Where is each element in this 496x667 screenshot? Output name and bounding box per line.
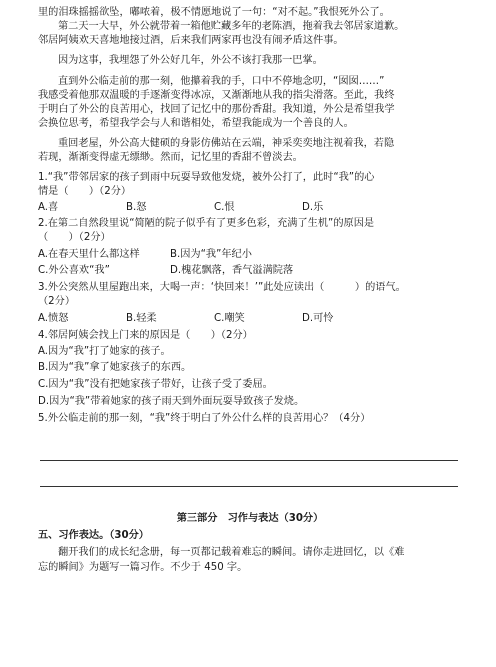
section-heading: 五、习作表达。（30分） xyxy=(38,530,149,541)
option-b[interactable]: B.怒 xyxy=(126,202,147,213)
option-d[interactable]: D.因为“我”带着她家的孩子雨天到外面玩耍导致孩子发烧。 xyxy=(38,396,305,407)
passage-line: 直到外公临走前的那一刻，他攥着我的手，口中不停地念叨，“囡囡……” xyxy=(58,76,385,87)
passage-line: 里的泪珠摇摇欲坠，嘟哝着，极不情愿地说了一句：“对不起。”我恨死外公了。 xyxy=(38,7,390,18)
passage-line: 会换位思考，希望我学会与人和谐相处，希望我能成为一个善良的人。 xyxy=(38,118,354,129)
question-2-stem-cont: （ ）（2分） xyxy=(38,232,111,243)
passage-line: 我感受着他那双温暖的手逐渐变得冰凉，又渐渐地从我的指尖滑落。至此，我终 xyxy=(38,90,395,101)
question-1-options xyxy=(38,201,462,215)
passage-line: 第二天一大早，外公就带着一箱他贮藏多年的老陈酒，拖着我去邻居家道歉。 xyxy=(58,21,405,32)
option-d[interactable]: D.乐 xyxy=(302,202,324,213)
question-3-stem: 3.外公突然从里屋跑出来，大喝一声：‘快回来！’”此处应读出（ ）的语气。 xyxy=(38,282,406,293)
question-3-stem-cont: （2分） xyxy=(38,296,76,307)
passage-line: 因为这事，我埋怨了外公好几年，外公不该打我那一巴掌。 xyxy=(58,55,323,66)
option-d[interactable]: D.可怜 xyxy=(302,313,334,324)
question-1-stem: 1.“我”带邻居家的孩子到雨中玩耍导致他发烧，被外公打了，此时“我”的心 xyxy=(38,172,375,183)
question-4-stem: 4.邻居阿姨会找上门来的原因是（ ）（2分） xyxy=(38,330,253,341)
option-b[interactable]: B.因为“我”拿了她家孩子的东西。 xyxy=(38,362,192,373)
passage-line: 邻居阿姨欢天喜地地接过酒，后来我们两家再也没有闹矛盾这件事。 xyxy=(38,35,344,46)
question-2-options-row2 xyxy=(38,264,462,278)
option-b[interactable]: B.轻柔 xyxy=(126,313,157,324)
question-3-options xyxy=(38,312,462,326)
question-2-options-row1 xyxy=(38,248,462,262)
option-c[interactable]: C.外公喜欢“我” xyxy=(38,265,110,276)
option-c[interactable]: C.嘲笑 xyxy=(214,313,245,324)
passage-line: 重回老屋，外公高大健硕的身影仿佛站在云端，神采奕奕地注视着我，若隐 xyxy=(58,138,395,149)
option-a[interactable]: A.喜 xyxy=(38,202,59,213)
option-d[interactable]: D.槐花飘落，香气溢满院落 xyxy=(170,265,294,276)
option-a[interactable]: A.因为“我”打了她家的孩子。 xyxy=(38,346,171,357)
question-5-stem: 5.外公临走前的那一刻，“我”终于明白了外公什么样的良苦用心？（4分） xyxy=(38,413,371,424)
option-a[interactable]: A.在春天里什么都这样 xyxy=(38,249,140,260)
option-c[interactable]: C.因为“我”没有把她家孩子带好，让孩子受了委屈。 xyxy=(38,379,273,390)
prompt-line: 忘的瞬间》为题写一篇习作。不少于 450 字。 xyxy=(38,562,248,573)
passage-line: 若现，渐渐变得虚无缥缈。然而，记忆里的香甜不曾淡去。 xyxy=(38,152,303,163)
prompt-line: 翻开我们的成长纪念册，每一页都记载着难忘的瞬间。请你走进回忆，以《难 xyxy=(58,547,405,558)
option-a[interactable]: A.愤怒 xyxy=(38,313,69,324)
answer-line[interactable] xyxy=(40,460,458,461)
question-1-stem-cont: 情是（ ）（2分） xyxy=(38,186,132,197)
passage-line: 于明白了外公的良苦用心，找回了记忆中的那份香甜。我知道，外公是希望我学 xyxy=(38,104,395,115)
option-c[interactable]: C.恨 xyxy=(214,202,235,213)
answer-line[interactable] xyxy=(40,486,458,487)
option-b[interactable]: B.因为“我”年纪小 xyxy=(170,249,252,260)
part-3-title: 第三部分 习作与表达（30分） xyxy=(176,513,324,524)
question-2-stem: 2.在第二自然段里说“简陋的院子似乎有了更多色彩，充满了生机”的原因是 xyxy=(38,218,375,229)
